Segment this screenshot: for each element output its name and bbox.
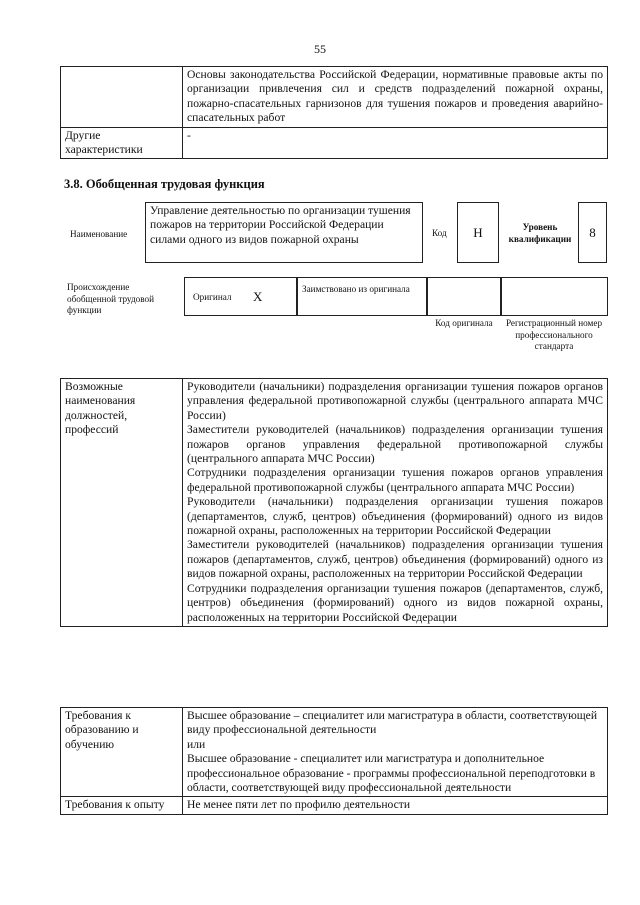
original-mark: X bbox=[253, 289, 263, 304]
level-label: Уровень квалификации bbox=[508, 222, 572, 244]
positions-table bbox=[60, 378, 608, 627]
reg-number-caption: Регистрационный номер профессионального стандарта bbox=[505, 318, 603, 351]
table-row bbox=[61, 797, 608, 814]
list-item: Сотрудники подразделения организации тушения пожаров органов управления федеральной противопожарной службы (центрального аппарата МЧС России) bbox=[187, 466, 603, 494]
name-label: Наименование bbox=[70, 229, 128, 239]
other-characteristics-label: Другие характеристики bbox=[61, 127, 183, 159]
other-characteristics-value: - bbox=[183, 127, 608, 159]
page-number: 55 bbox=[314, 42, 326, 56]
code-label: Код bbox=[432, 228, 447, 238]
level-value: 8 bbox=[589, 225, 596, 240]
origin-label: Происхождение обобщенной трудовой функции bbox=[67, 282, 154, 315]
function-name-value: Управление деятельностью по организации тушения пожаров на территории Российской Федерации силами одного из видов пожарной охраны bbox=[150, 204, 411, 246]
requirements-table bbox=[60, 707, 608, 815]
list-item: Руководители (начальники) подразделения организации тушения пожаров (департаментов, служб, центров) объединения (формирований) одного из видов пожарной охраны, расположенных на территории Российской Федерации bbox=[187, 495, 603, 538]
list-item: или bbox=[187, 737, 206, 751]
function-name-box bbox=[145, 202, 423, 263]
education-list bbox=[183, 708, 608, 797]
origin-divider bbox=[426, 277, 428, 316]
level-box bbox=[578, 202, 607, 263]
top-table bbox=[60, 66, 608, 159]
section-title: 3.8. Обобщенная трудовая функция bbox=[64, 177, 265, 191]
empty-cell bbox=[61, 67, 183, 128]
code-value: H bbox=[473, 225, 483, 240]
positions-list bbox=[183, 379, 608, 627]
code-box bbox=[457, 202, 499, 263]
experience-label: Требования к опыту bbox=[61, 797, 183, 814]
knowledge-cell: Основы законодательства Российской Федерации, нормативные правовые акты по организации привлечения сил и средств подразделений пожарной охраны, пожарно-спасательных гарнизонов для тушения пожаров и проведения аварийно-спасательных работ bbox=[183, 67, 608, 128]
code-original-caption: Код оригинала bbox=[435, 318, 493, 328]
list-item: Высшее образование – специалитет или магистратура в области, соответствующей виду профессиональной деятельности bbox=[187, 709, 598, 737]
list-item: Высшее образование - специалитет или магистратура и дополнительное профессиональное образование - программы профессиональной переподготовки в области, соответствующей виду профессиональной деятельности bbox=[187, 752, 596, 795]
list-item: Руководители (начальники) подразделения организации тушения пожаров органов управления федеральной противопожарной службы (центрального аппарата МЧС России) bbox=[187, 380, 603, 422]
original-label: Оригинал bbox=[193, 292, 232, 302]
origin-divider bbox=[500, 277, 502, 316]
list-item: Заместители руководителей (начальников) подразделения организации тушения пожаров органов управления федеральной противопожарной службы (центрального аппарата МЧС России) bbox=[187, 423, 603, 466]
table-row bbox=[61, 379, 608, 627]
origin-divider bbox=[296, 277, 298, 316]
experience-value: Не менее пяти лет по профилю деятельности bbox=[183, 797, 608, 814]
education-label: Требования к образованию и обучению bbox=[61, 708, 183, 797]
list-item: Заместители руководителей (начальников) подразделения организации тушения пожаров (департаментов, служб, центров) объединения (формирований) одного из видов пожарной охраны, расположенных на территории Российской Федерации bbox=[187, 538, 603, 581]
list-item: Сотрудники подразделения организации тушения пожаров (департаментов, служб, центров) объединения (формирований) одного из видов пожарной охраны, расположенных на территории Российской Федерации bbox=[187, 581, 603, 624]
table-row bbox=[61, 708, 608, 797]
origin-box bbox=[184, 277, 608, 316]
table-row bbox=[61, 67, 608, 128]
table-row bbox=[61, 127, 608, 159]
positions-label: Возможные наименования должностей, профессий bbox=[61, 379, 183, 627]
borrowed-label: Заимствовано из оригинала bbox=[302, 284, 410, 294]
